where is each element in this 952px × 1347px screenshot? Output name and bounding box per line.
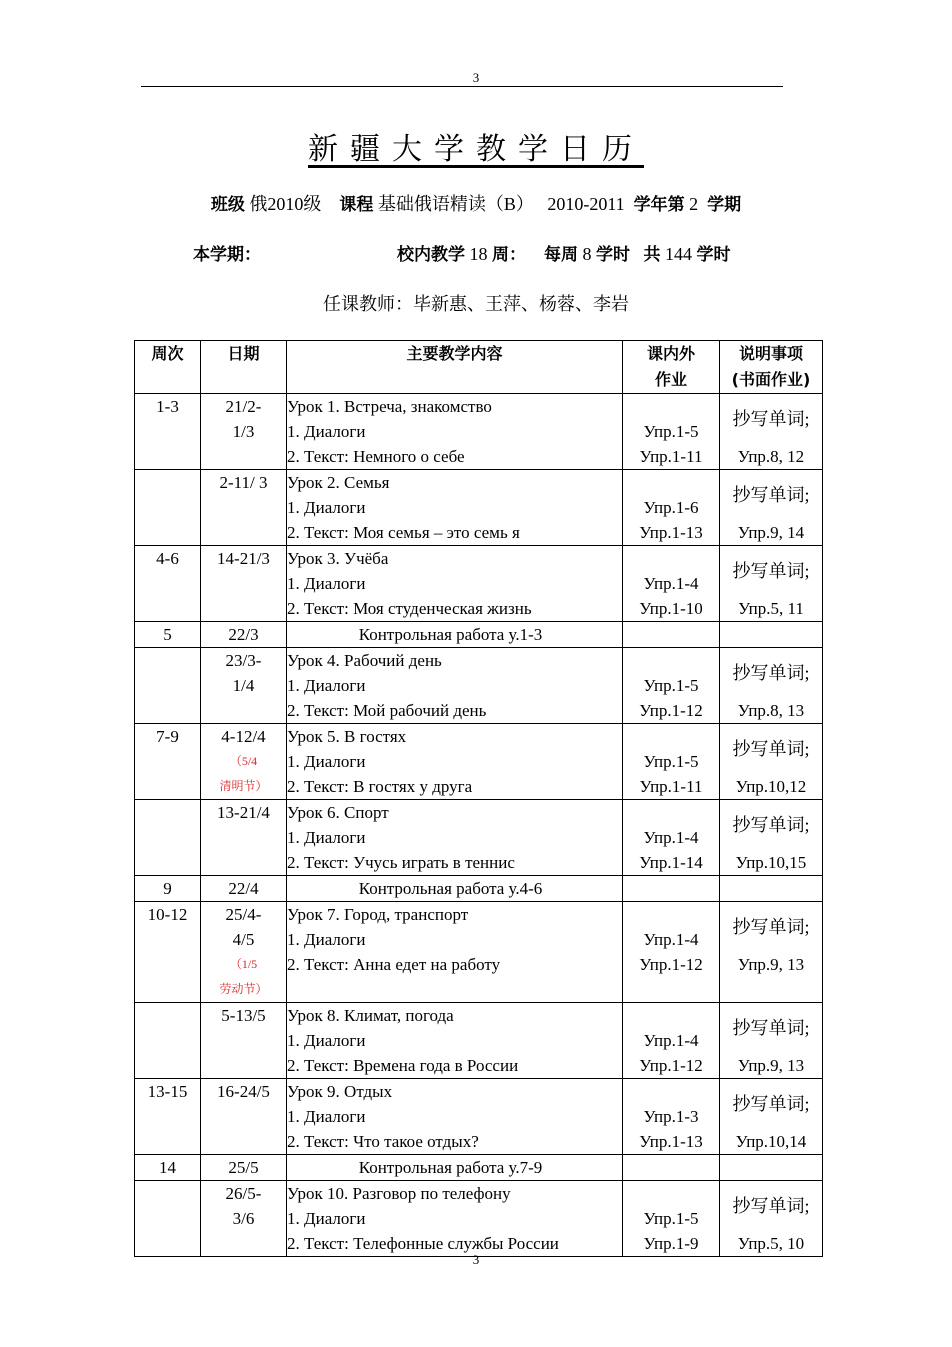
- cell-date: [201, 1079, 287, 1155]
- holiday-note: （1/5: [229, 957, 258, 971]
- lesson-item: 2. Текст: Что такое отдых?: [287, 1132, 479, 1151]
- term-label: 学期: [707, 195, 742, 215]
- date-line: 3/6: [232, 1209, 255, 1228]
- cell-homework: [623, 1003, 720, 1079]
- date-line: 23/3-: [225, 651, 262, 670]
- year-value: 2010-2011: [547, 194, 625, 214]
- cell-content: [287, 648, 623, 724]
- lesson-title: Урок 2. Семья: [287, 473, 390, 492]
- term-value: 2: [689, 194, 699, 214]
- cell-notes: [720, 470, 823, 546]
- lesson-item: 2. Текст: Анна едет на работу: [287, 955, 501, 974]
- cell-week: [135, 622, 201, 648]
- per-week-label: 每周: [544, 245, 578, 265]
- homework-item: Упр.1-13: [639, 1132, 703, 1151]
- notes-copy-words: 抄写单词;: [732, 663, 810, 683]
- test-title: Контрольная работа у.4-6: [358, 879, 543, 898]
- cell-week: [135, 902, 201, 1003]
- semester-label: 本学期：: [193, 245, 261, 265]
- date-line: 1/4: [232, 676, 255, 695]
- holiday-note: （5/4: [229, 754, 258, 768]
- lesson-title: Урок 3. Учёба: [287, 549, 389, 568]
- lesson-item: 2. Текст: Учусь играть в теннис: [287, 853, 515, 872]
- week-value: 7-9: [156, 727, 179, 746]
- lesson-item: 2. Текст: Моя семья – это семь я: [287, 523, 520, 542]
- cell-date: [201, 876, 287, 902]
- homework-item: Упр.1-5: [643, 422, 699, 441]
- table-body: [135, 394, 823, 1257]
- cell-date: [201, 800, 287, 876]
- date-line: 25/5: [228, 1158, 259, 1177]
- week-value: 4-6: [156, 549, 179, 568]
- notes-copy-words: 抄写单词;: [732, 917, 810, 937]
- cell-notes: [720, 800, 823, 876]
- total-value: 144: [665, 244, 692, 264]
- lesson-title: Урок 6. Спорт: [287, 803, 389, 822]
- cell-date: [201, 902, 287, 1003]
- test-title: Контрольная работа у.7-9: [358, 1158, 543, 1177]
- lesson-title: Урок 4. Рабочий день: [287, 651, 442, 670]
- notes-copy-words: 抄写单词;: [732, 1094, 810, 1114]
- lesson-item: 2. Текст: Немного о себе: [287, 447, 465, 466]
- cell-week: [135, 394, 201, 470]
- homework-item: Упр.1-12: [639, 955, 703, 974]
- lesson-item: 1. Диалоги: [287, 752, 366, 771]
- cell-homework: [623, 1181, 720, 1257]
- cell-homework: [623, 470, 720, 546]
- homework-item: Упр.1-11: [639, 777, 703, 796]
- cell-homework: [623, 394, 720, 470]
- cell-content: [287, 876, 623, 902]
- notes-copy-words: 抄写单词;: [732, 409, 810, 429]
- cell-notes: [720, 1181, 823, 1257]
- lesson-title: Урок 1. Встреча, знакомство: [287, 397, 492, 416]
- date-line: 22/4: [228, 879, 259, 898]
- cell-week: [135, 1003, 201, 1079]
- homework-item: Упр.1-13: [639, 523, 703, 542]
- total-label: 共: [643, 245, 661, 265]
- lesson-item: 1. Диалоги: [287, 1107, 366, 1126]
- date-line: 21/2-: [225, 397, 262, 416]
- notes-copy-words: 抄写单词;: [732, 1018, 810, 1038]
- week-value: 10-12: [147, 905, 188, 924]
- header-date: 日期: [201, 341, 287, 394]
- table-header-row: [135, 341, 823, 394]
- cell-date: [201, 1181, 287, 1257]
- lesson-item: 1. Диалоги: [287, 930, 366, 949]
- table-row: [135, 394, 823, 470]
- week-value: [135, 648, 200, 673]
- homework-item: Упр.1-4: [643, 574, 699, 593]
- week-value: [135, 1181, 200, 1206]
- cell-week: [135, 800, 201, 876]
- homework-item: Упр.1-5: [643, 752, 699, 771]
- lesson-item: 2. Текст: Телефонные службы России: [287, 1234, 559, 1253]
- week-value: [135, 470, 200, 495]
- notes-exercises: Упр.9, 13: [737, 1056, 805, 1075]
- cell-week: [135, 876, 201, 902]
- lesson-title: Урок 8. Климат, погода: [287, 1006, 454, 1025]
- lesson-title: Урок 7. Город, транспорт: [287, 905, 469, 924]
- class-value: 俄2010级: [249, 194, 322, 214]
- date-line: 4-12/4: [221, 727, 266, 746]
- cell-homework: [623, 902, 720, 1003]
- table-row: [135, 546, 823, 622]
- header-week: 周次: [135, 341, 201, 394]
- course-info-line: [0, 190, 952, 216]
- header-homework: [623, 341, 720, 394]
- table-row: [135, 800, 823, 876]
- cell-notes: [720, 1003, 823, 1079]
- table-row-test: [135, 622, 823, 648]
- homework-item: Упр.1-5: [643, 1209, 699, 1228]
- class-label: 班级: [210, 195, 245, 215]
- cell-notes: [720, 648, 823, 724]
- week-value: 1-3: [156, 397, 179, 416]
- notes-copy-words: 抄写单词;: [732, 739, 810, 759]
- homework-item: Упр.1-4: [643, 828, 699, 847]
- date-line: 1/3: [232, 422, 255, 441]
- homework-item: Упр.1-4: [643, 1031, 699, 1050]
- header-notes-l1: 说明事项: [738, 344, 803, 363]
- table-row: [135, 1079, 823, 1155]
- cell-homework: [623, 800, 720, 876]
- cell-content: [287, 800, 623, 876]
- cell-homework: [623, 648, 720, 724]
- teaching-calendar-table: [134, 340, 823, 1257]
- lesson-item: 2. Текст: Мой рабочий день: [287, 701, 487, 720]
- cell-content: [287, 724, 623, 800]
- page-title: 新疆大学教学日历: [308, 133, 644, 166]
- week-value: 9: [163, 879, 172, 898]
- cell-date: [201, 546, 287, 622]
- lesson-title: Урок 10. Разговор по телефону: [287, 1184, 511, 1203]
- cell-date: [201, 470, 287, 546]
- cell-date: [201, 394, 287, 470]
- cell-notes: [720, 876, 823, 902]
- homework-item: Упр.1-6: [643, 498, 699, 517]
- week-value: 14: [159, 1158, 176, 1177]
- lesson-item: 2. Текст: В гостях у друга: [287, 777, 473, 796]
- cell-date: [201, 622, 287, 648]
- lesson-title: Урок 5. В гостях: [287, 727, 407, 746]
- cell-homework: [623, 876, 720, 902]
- notes-exercises: Упр.9, 14: [737, 523, 805, 542]
- week-value: 5: [163, 625, 172, 644]
- year-label: 学年第: [633, 195, 685, 215]
- cell-week: [135, 1079, 201, 1155]
- table-row-test: [135, 1155, 823, 1181]
- notes-exercises: Упр.10,14: [735, 1132, 807, 1151]
- cell-notes: [720, 902, 823, 1003]
- notes-exercises: Упр.8, 12: [737, 447, 805, 466]
- notes-exercises: Упр.10,12: [735, 777, 807, 796]
- cell-homework: [623, 622, 720, 648]
- cell-week: [135, 1155, 201, 1181]
- header-homework-l1: 课内外: [646, 344, 695, 363]
- homework-item: Упр.1-14: [639, 853, 703, 872]
- cell-content: [287, 1181, 623, 1257]
- lesson-item: 1. Диалоги: [287, 828, 366, 847]
- lesson-item: 1. Диалоги: [287, 1031, 366, 1050]
- table-row: [135, 902, 823, 1003]
- header-homework-l2: 作业: [654, 370, 687, 389]
- lesson-item: 1. Диалоги: [287, 1209, 366, 1228]
- cell-date: [201, 724, 287, 800]
- table-row: [135, 648, 823, 724]
- week-value: 13-15: [147, 1082, 188, 1101]
- per-week-unit: 学时: [596, 245, 630, 265]
- holiday-note: 清明节）: [219, 779, 268, 793]
- week-value: [135, 800, 200, 825]
- cell-week: [135, 724, 201, 800]
- notes-exercises: Упр.5, 11: [738, 599, 804, 618]
- notes-copy-words: 抄写单词;: [732, 561, 810, 581]
- date-line: 25/4-: [225, 905, 262, 924]
- homework-item: Упр.1-12: [639, 701, 703, 720]
- course-value: 基础俄语精读（B）: [377, 194, 534, 214]
- homework-item: Упр.1-4: [643, 930, 699, 949]
- weeks-unit: 周：: [492, 245, 526, 265]
- cell-week: [135, 1181, 201, 1257]
- lesson-item: 2. Текст: Моя студенческая жизнь: [287, 599, 532, 618]
- notes-exercises: Упр.9, 13: [737, 955, 805, 974]
- cell-content: [287, 470, 623, 546]
- table-row: [135, 1181, 823, 1257]
- date-line: 16-24/5: [217, 1082, 270, 1101]
- cell-week: [135, 546, 201, 622]
- cell-date: [201, 648, 287, 724]
- holiday-note: 劳动节）: [219, 982, 268, 996]
- teachers-line: 任课教师：毕新惠、王萍、杨蓉、李岩: [323, 294, 629, 314]
- table-row: [135, 1003, 823, 1079]
- cell-notes: [720, 1155, 823, 1181]
- homework-item: Упр.1-5: [643, 676, 699, 695]
- header-rule: [141, 86, 783, 87]
- cell-notes: [720, 546, 823, 622]
- cell-content: [287, 546, 623, 622]
- date-line: 13-21/4: [217, 803, 270, 822]
- cell-content: [287, 1003, 623, 1079]
- lesson-item: 1. Диалоги: [287, 574, 366, 593]
- date-line: 26/5-: [225, 1184, 262, 1203]
- cell-notes: [720, 622, 823, 648]
- cell-content: [287, 902, 623, 1003]
- cell-content: [287, 1155, 623, 1181]
- header-notes-l2: (书面作业): [731, 370, 811, 389]
- date-line: 4/5: [232, 930, 255, 949]
- test-title: Контрольная работа у.1-3: [358, 625, 543, 644]
- cell-homework: [623, 724, 720, 800]
- table-row: [135, 470, 823, 546]
- notes-copy-words: 抄写单词;: [732, 485, 810, 505]
- cell-week: [135, 470, 201, 546]
- table-row-test: [135, 876, 823, 902]
- cell-content: [287, 394, 623, 470]
- table-row: [135, 724, 823, 800]
- weeks-value: 18: [469, 244, 488, 264]
- cell-homework: [623, 1079, 720, 1155]
- notes-exercises: Упр.10,15: [735, 853, 807, 872]
- homework-item: Упр.1-10: [639, 599, 703, 618]
- date-line: 22/3: [228, 625, 259, 644]
- homework-item: Упр.1-11: [639, 447, 703, 466]
- cell-notes: [720, 1079, 823, 1155]
- cell-homework: [623, 546, 720, 622]
- week-value: [135, 1003, 200, 1028]
- homework-item: Упр.1-12: [639, 1056, 703, 1075]
- notes-exercises: Упр.5, 10: [737, 1234, 805, 1253]
- cell-date: [201, 1155, 287, 1181]
- page-number-bottom: 3: [472, 1252, 480, 1267]
- cell-content: [287, 1079, 623, 1155]
- lesson-title: Урок 9. Отдых: [287, 1082, 393, 1101]
- course-label: 课程: [339, 195, 374, 215]
- page-number-top: 3: [472, 70, 480, 85]
- date-line: 14-21/3: [217, 549, 270, 568]
- date-line: 2-11/ 3: [219, 473, 268, 492]
- homework-item: Упр.1-9: [643, 1234, 699, 1253]
- lesson-item: 1. Диалоги: [287, 676, 366, 695]
- header-notes: [720, 341, 823, 394]
- cell-week: [135, 648, 201, 724]
- per-week-value: 8: [582, 244, 592, 264]
- cell-notes: [720, 724, 823, 800]
- lesson-item: 2. Текст: Времена года в России: [287, 1056, 519, 1075]
- date-line: 5-13/5: [221, 1006, 266, 1025]
- cell-content: [287, 622, 623, 648]
- lesson-item: 1. Диалоги: [287, 498, 366, 517]
- header-content: 主要教学内容: [287, 341, 623, 394]
- notes-copy-words: 抄写单词;: [732, 815, 810, 835]
- homework-item: Упр.1-3: [643, 1107, 699, 1126]
- notes-copy-words: 抄写单词;: [732, 1196, 810, 1216]
- cell-date: [201, 1003, 287, 1079]
- total-unit: 学时: [696, 245, 731, 265]
- lesson-item: 1. Диалоги: [287, 422, 366, 441]
- weeks-label: 校内教学: [397, 245, 465, 265]
- cell-notes: [720, 394, 823, 470]
- cell-homework: [623, 1155, 720, 1181]
- notes-exercises: Упр.8, 13: [737, 701, 805, 720]
